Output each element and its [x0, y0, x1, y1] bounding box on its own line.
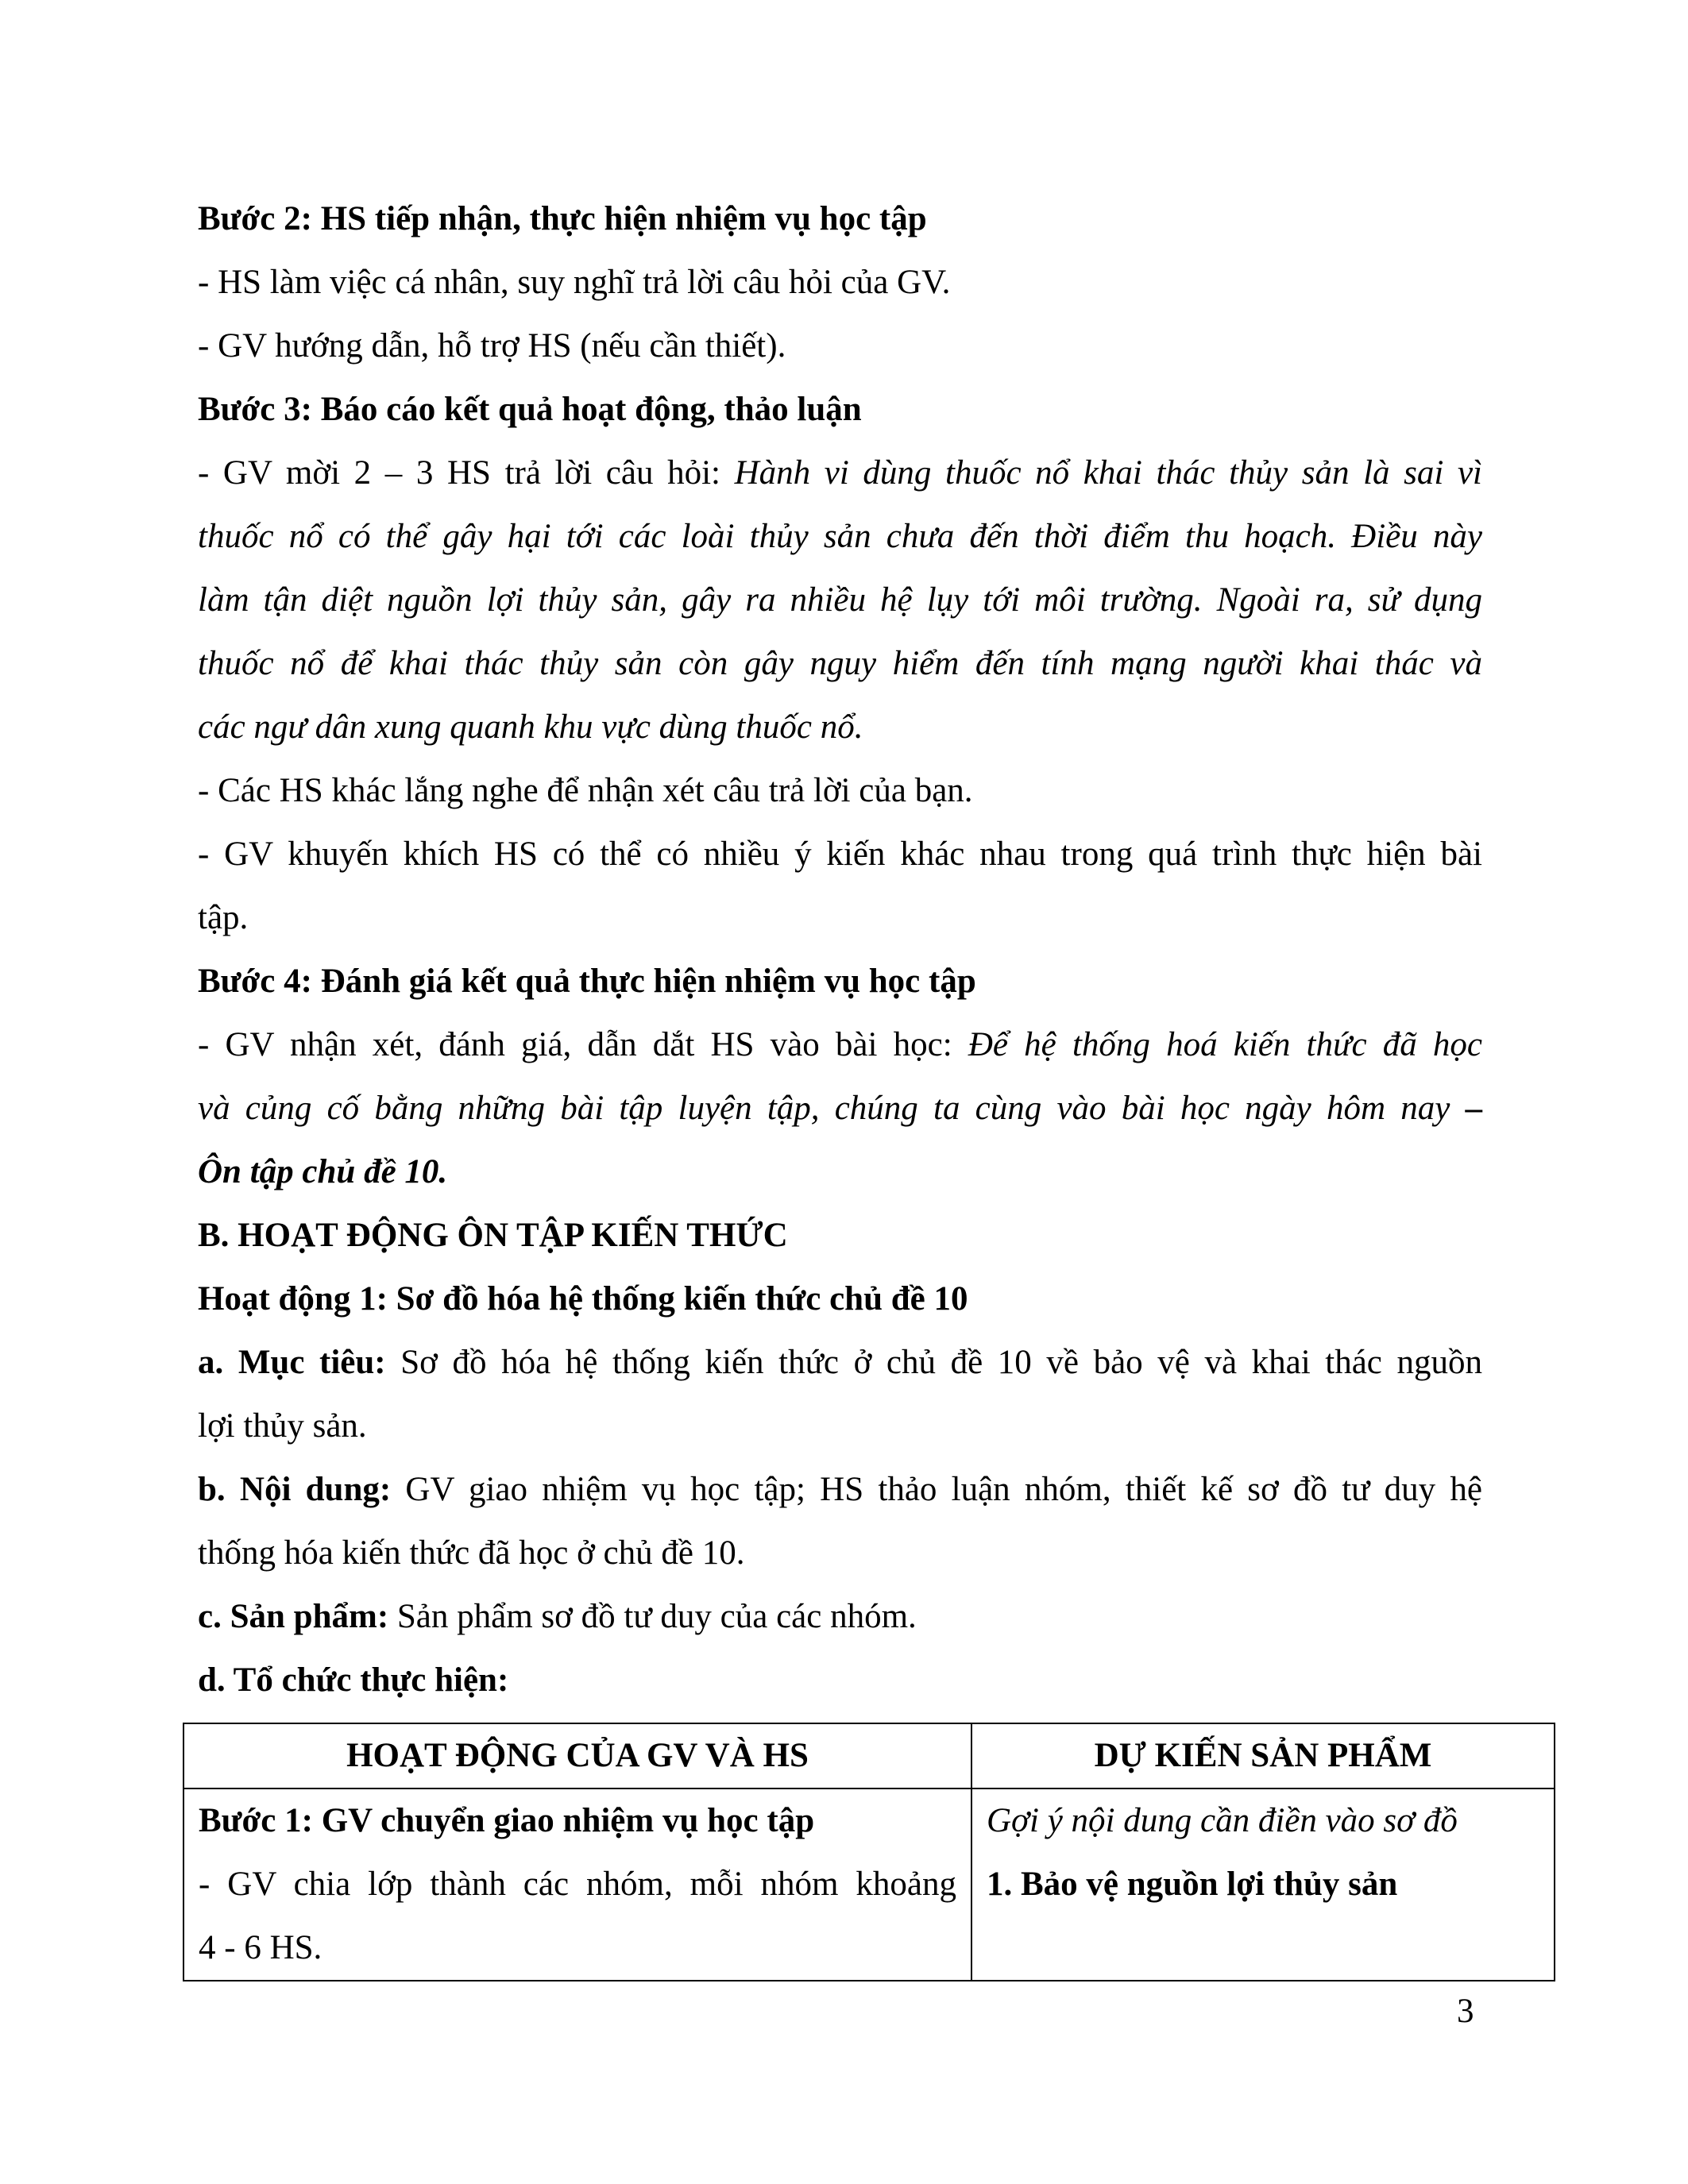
- text-run: thuốc nổ có thể gây hại tới các loài thủy sản chưa đến thời điểm thu hoạch. Điều này: [198, 518, 1482, 555]
- text-run: - Các HS khác lắng nghe để nhận xét câu trả lời của bạn.: [198, 772, 973, 809]
- page-number: 3: [1457, 1993, 1474, 2030]
- text-run: Bước 2: HS tiếp nhận, thực hiện nhiệm vụ học tập: [198, 200, 927, 237]
- hint-text: Gợi ý nội dung cần điền vào sơ đồ: [987, 1802, 1458, 1839]
- text-line: [198, 1660, 1482, 1701]
- text-line: [198, 834, 1482, 875]
- text-run: GV giao nhiệm vụ học tập; HS thảo luận nhóm, thiết kế sơ đồ tư duy hệ: [391, 1471, 1482, 1508]
- text-line: [198, 1024, 1482, 1066]
- text-run: Hành vi dùng thuốc nổ khai thác thủy sản là sai vì: [734, 454, 1482, 492]
- text-line: [198, 1342, 1482, 1383]
- text-line: [198, 770, 1482, 812]
- text-run: - GV mời 2 – 3 HS trả lời câu hỏi:: [198, 454, 735, 492]
- text-line: [198, 516, 1482, 558]
- text-line: [198, 1469, 1482, 1511]
- text-run: thống hóa kiến thức đã học ở chủ đề 10.: [198, 1534, 745, 1572]
- text-line: [198, 1406, 1482, 1447]
- table-header-activities: HOẠT ĐỘNG CỦA GV VÀ HS: [183, 1723, 971, 1788]
- text-run: - GV hướng dẫn, hỗ trợ HS (nếu cần thiết).: [198, 327, 786, 365]
- text-run: - HS làm việc cá nhân, suy nghĩ trả lời câu hỏi của GV.: [198, 264, 951, 301]
- text-line: [198, 643, 1482, 685]
- step-1-text: - GV chia lớp thành các nhóm, mỗi nhóm khoảng: [199, 1866, 956, 1903]
- text-run: b. Nội dung:: [198, 1471, 392, 1508]
- text-run: làm tận diệt nguồn lợi thủy sản, gây ra nhiều hệ lụy tới môi trường. Ngoài ra, sử dụng: [198, 581, 1482, 619]
- text-run: Sản phẩm sơ đồ tư duy của các nhóm.: [388, 1598, 917, 1635]
- text-line: [198, 1215, 1482, 1256]
- step-1-text-cont: 4 - 6 HS.: [199, 1929, 323, 1966]
- text-run: các ngư dân xung quanh khu vực dùng thuốc nổ.: [198, 708, 863, 746]
- text-line: [198, 326, 1482, 367]
- table-header-row: [183, 1723, 1555, 1788]
- text-line: [198, 1596, 1482, 1638]
- text-run: Để hệ thống hoá kiến thức đã học: [968, 1026, 1482, 1063]
- text-run: Ôn tập chủ đề 10.: [198, 1153, 448, 1190]
- text-line: [198, 1152, 1482, 1193]
- text-line: [198, 1279, 1482, 1320]
- text-line: [198, 453, 1482, 494]
- text-line: [198, 262, 1482, 303]
- text-line: [198, 707, 1482, 748]
- text-run: Sơ đồ hóa hệ thống kiến thức ở chủ đề 10 về bảo vệ và khai thác nguồn: [385, 1344, 1482, 1381]
- table-row: [183, 1788, 1555, 1981]
- text-line: [198, 961, 1482, 1002]
- text-run: - GV khuyến khích HS có thể có nhiều ý kiến khác nhau trong quá trình thực hiện bài: [198, 835, 1482, 873]
- text-run: - GV nhận xét, đánh giá, dẫn dắt HS vào bài học:: [198, 1026, 968, 1063]
- text-line: [198, 199, 1482, 240]
- table-cell-activities: [183, 1788, 971, 1981]
- text-run: thuốc nổ để khai thác thủy sản còn gây nguy hiểm đến tính mạng người khai thác và: [198, 645, 1482, 682]
- text-run: a. Mục tiêu:: [198, 1344, 386, 1381]
- text-run: Bước 4: Đánh giá kết quả thực hiện nhiệm vụ học tập: [198, 963, 976, 1000]
- product-item-1: 1. Bảo vệ nguồn lợi thủy sản: [987, 1866, 1398, 1903]
- text-run: tập.: [198, 899, 249, 936]
- text-run: Bước 3: Báo cáo kết quả hoạt động, thảo luận: [198, 391, 862, 428]
- table-header-products: DỰ KIẾN SẢN PHẨM: [971, 1723, 1555, 1788]
- text-line: [198, 1533, 1482, 1574]
- text-line: [198, 1088, 1482, 1129]
- text-run: lợi thủy sản.: [198, 1407, 367, 1445]
- text-run: Hoạt động 1: Sơ đồ hóa hệ thống kiến thức chủ đề 10: [198, 1280, 968, 1318]
- step-1-heading: Bước 1: GV chuyển giao nhiệm vụ học tập: [199, 1802, 815, 1839]
- text-run: d. Tổ chức thực hiện:: [198, 1661, 509, 1699]
- text-run: –: [1465, 1090, 1482, 1127]
- text-line: [198, 389, 1482, 430]
- text-line: [198, 580, 1482, 621]
- text-run: B. HOẠT ĐỘNG ÔN TẬP KIẾN THỨC: [198, 1217, 788, 1254]
- text-line: [198, 897, 1482, 939]
- table-cell-products: [971, 1788, 1555, 1981]
- text-run: và củng cố bằng những bài tập luyện tập, chúng ta cùng vào bài học ngày hôm nay: [198, 1090, 1466, 1127]
- text-run: c. Sản phẩm:: [198, 1598, 389, 1635]
- activity-table: [183, 1723, 1555, 1981]
